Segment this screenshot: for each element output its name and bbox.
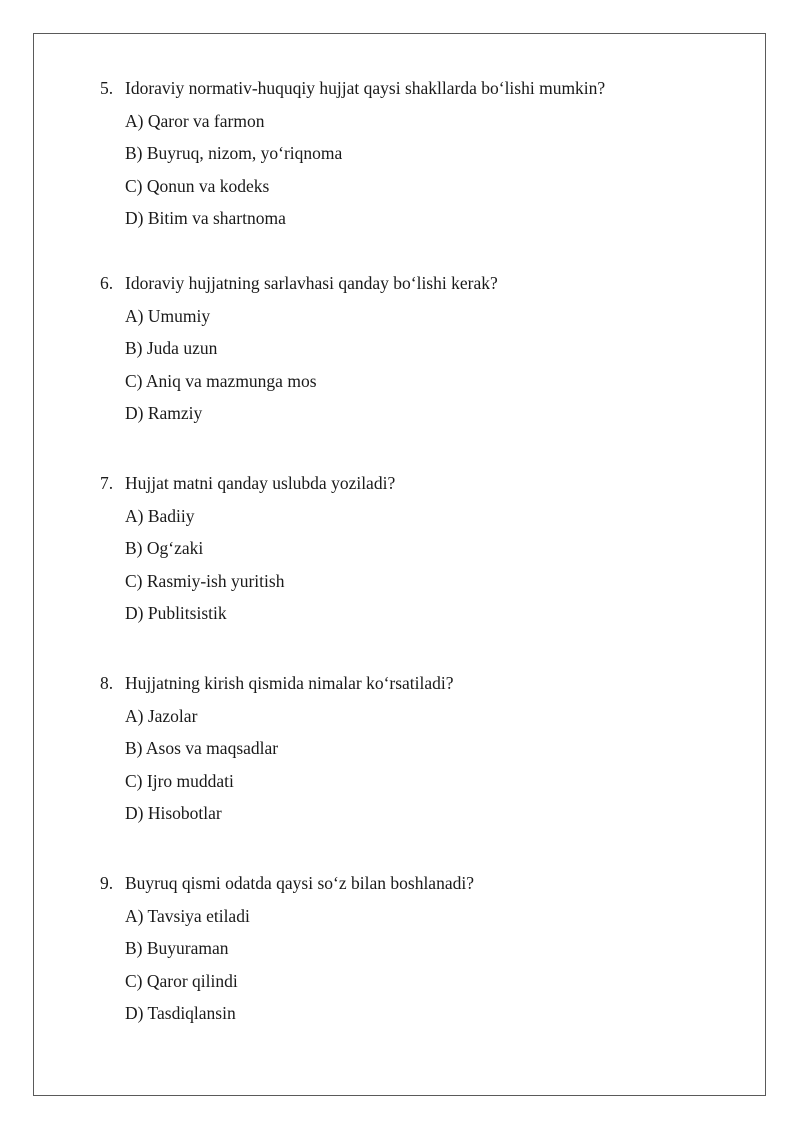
option-a: A) Tavsiya etiladi bbox=[125, 905, 250, 926]
question-text: Idoraviy hujjatning sarlavhasi qanday bo‘lishi kerak? bbox=[125, 273, 498, 293]
question-number: 7. bbox=[100, 473, 114, 493]
question-text: Idoraviy normativ-huquqiy hujjat qaysi shakllarda bo‘lishi mumkin? bbox=[125, 78, 606, 98]
question-stem bbox=[100, 667, 720, 700]
option-d: D) Publitsistik bbox=[125, 603, 227, 623]
question-text: Hujjatning kirish qismida nimalar ko‘rsatiladi? bbox=[125, 673, 454, 693]
question-stem bbox=[100, 867, 720, 900]
option-a: A) Jazolar bbox=[125, 705, 198, 726]
option-d: D) Hisobotlar bbox=[125, 803, 222, 823]
question-7 bbox=[100, 467, 720, 630]
question-stem bbox=[100, 267, 720, 300]
option-b: B) Juda uzun bbox=[125, 338, 218, 358]
option-b: B) Asos va maqsadlar bbox=[125, 738, 279, 758]
question-text: Buyruq qismi odatda qaysi so‘z bilan boshlanadi? bbox=[125, 873, 474, 893]
question-6 bbox=[100, 267, 720, 430]
question-number: 9. bbox=[100, 873, 114, 893]
question-9 bbox=[100, 867, 720, 1030]
question-8 bbox=[100, 667, 720, 830]
option-b: B) Buyruq, nizom, yo‘riqnoma bbox=[125, 143, 343, 163]
option-c: C) Qaror qilindi bbox=[125, 970, 238, 991]
option-c: C) Qonun va kodeks bbox=[125, 175, 270, 196]
option-c: C) Rasmiy-ish yuritish bbox=[125, 570, 285, 591]
question-number: 6. bbox=[100, 273, 114, 293]
option-b: B) Buyuraman bbox=[125, 938, 229, 958]
option-d: D) Tasdiqlansin bbox=[125, 1003, 236, 1023]
option-d: D) Bitim va shartnoma bbox=[125, 208, 286, 228]
question-stem bbox=[100, 467, 720, 500]
question-text: Hujjat matni qanday uslubda yoziladi? bbox=[125, 473, 396, 493]
option-c: C) Ijro muddati bbox=[125, 770, 234, 791]
option-a: A) Qaror va farmon bbox=[125, 110, 265, 131]
question-number: 5. bbox=[100, 78, 114, 98]
option-a: A) Badiiy bbox=[125, 505, 195, 526]
option-c: C) Aniq va mazmunga mos bbox=[125, 370, 317, 391]
option-a: A) Umumiy bbox=[125, 305, 211, 326]
option-d: D) Ramziy bbox=[125, 403, 203, 423]
question-number: 8. bbox=[100, 673, 114, 693]
question-stem bbox=[100, 72, 720, 105]
option-b: B) Og‘zaki bbox=[125, 538, 204, 558]
question-5 bbox=[100, 72, 720, 235]
